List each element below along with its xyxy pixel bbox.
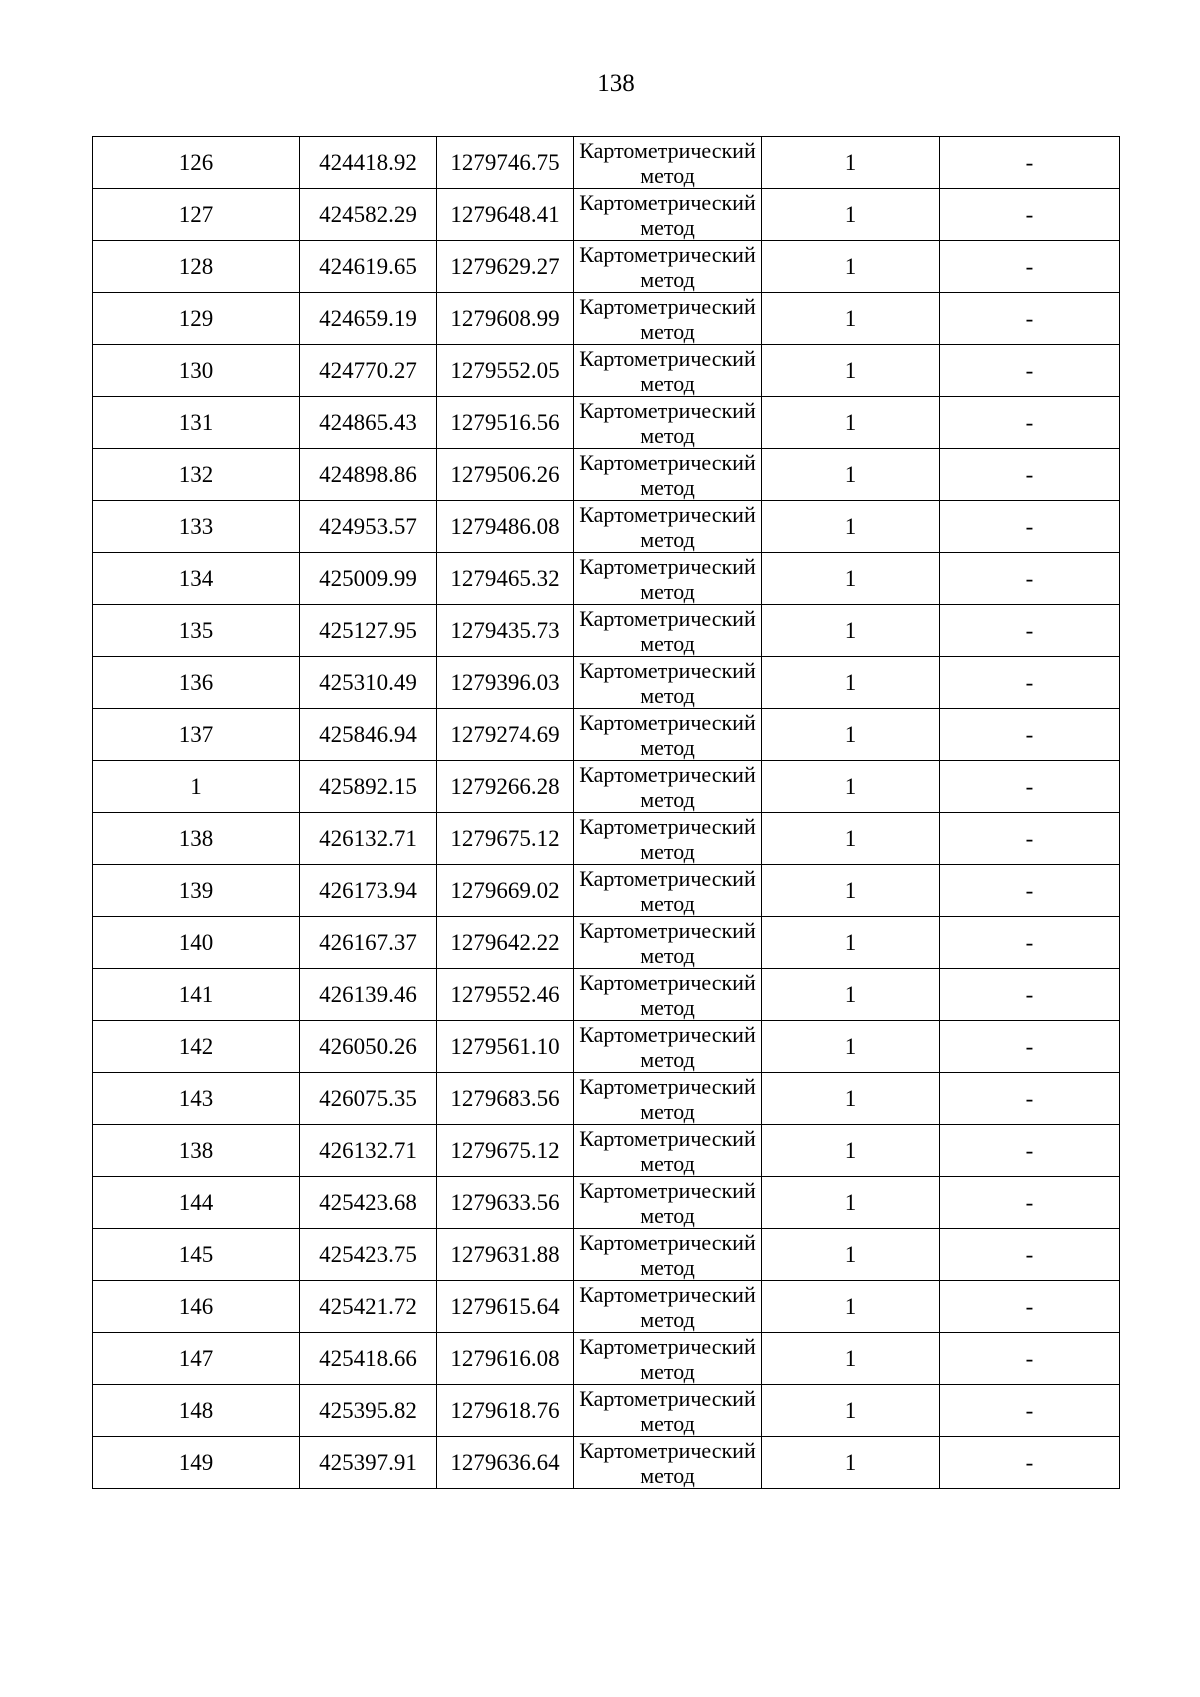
description-cell: - [940,1021,1120,1073]
method-text: Картометрический метод [579,1333,756,1384]
point-number-cell: 148 [93,1385,300,1437]
accuracy-cell: 1 [762,553,940,605]
table-row [93,1385,1120,1437]
point-number-cell: 140 [93,917,300,969]
method-text: Картометрический метод [579,1437,756,1488]
method-text: Картометрический метод [579,345,756,396]
table-row [93,865,1120,917]
description-cell: - [940,761,1120,813]
x-coordinate-cell: 424898.86 [300,449,437,501]
method-cell [574,397,762,449]
method-cell [574,969,762,1021]
x-coordinate-cell: 425418.66 [300,1333,437,1385]
method-text: Картометрический метод [579,917,756,968]
page-number: 138 [597,70,635,97]
accuracy-cell: 1 [762,761,940,813]
description-cell: - [940,449,1120,501]
y-coordinate-cell: 1279618.76 [437,1385,574,1437]
method-cell [574,865,762,917]
method-cell [574,449,762,501]
point-number-cell: 133 [93,501,300,553]
x-coordinate-cell: 424418.92 [300,137,437,189]
description-cell: - [940,345,1120,397]
accuracy-cell: 1 [762,969,940,1021]
x-coordinate-cell: 425423.68 [300,1177,437,1229]
point-number-cell: 126 [93,137,300,189]
y-coordinate-cell: 1279636.64 [437,1437,574,1489]
description-cell: - [940,865,1120,917]
point-number-cell: 149 [93,1437,300,1489]
x-coordinate-cell: 424770.27 [300,345,437,397]
x-coordinate-cell: 426132.71 [300,1125,437,1177]
method-cell [574,241,762,293]
method-text: Картометрический метод [579,1229,756,1280]
table-row [93,1073,1120,1125]
x-coordinate-cell: 426050.26 [300,1021,437,1073]
point-number-cell: 146 [93,1281,300,1333]
x-coordinate-cell: 426075.35 [300,1073,437,1125]
coordinates-table [92,136,1120,1489]
accuracy-cell: 1 [762,1437,940,1489]
point-number-cell: 136 [93,657,300,709]
method-text: Картометрический метод [579,1177,756,1228]
description-cell: - [940,605,1120,657]
x-coordinate-cell: 424619.65 [300,241,437,293]
point-number-cell: 1 [93,761,300,813]
table-row [93,1021,1120,1073]
description-cell: - [940,1281,1120,1333]
accuracy-cell: 1 [762,865,940,917]
method-cell [574,1125,762,1177]
description-cell: - [940,1125,1120,1177]
accuracy-cell: 1 [762,137,940,189]
table-row [93,1437,1120,1489]
accuracy-cell: 1 [762,657,940,709]
method-cell [574,345,762,397]
method-text: Картометрический метод [579,813,756,864]
y-coordinate-cell: 1279631.88 [437,1229,574,1281]
accuracy-cell: 1 [762,1073,940,1125]
x-coordinate-cell: 424865.43 [300,397,437,449]
method-text: Картометрический метод [579,1073,756,1124]
method-cell [574,1229,762,1281]
description-cell: - [940,137,1120,189]
method-text: Картометрический метод [579,293,756,344]
table-row [93,1125,1120,1177]
y-coordinate-cell: 1279633.56 [437,1177,574,1229]
x-coordinate-cell: 426132.71 [300,813,437,865]
table-row [93,501,1120,553]
method-cell [574,1021,762,1073]
table-row [93,345,1120,397]
description-cell: - [940,917,1120,969]
description-cell: - [940,1073,1120,1125]
description-cell: - [940,709,1120,761]
point-number-cell: 147 [93,1333,300,1385]
table-row [93,189,1120,241]
method-text: Картометрический метод [579,605,756,656]
accuracy-cell: 1 [762,501,940,553]
y-coordinate-cell: 1279642.22 [437,917,574,969]
description-cell: - [940,1437,1120,1489]
y-coordinate-cell: 1279516.56 [437,397,574,449]
method-text: Картометрический метод [579,501,756,552]
y-coordinate-cell: 1279675.12 [437,813,574,865]
description-cell: - [940,501,1120,553]
point-number-cell: 135 [93,605,300,657]
description-cell: - [940,397,1120,449]
description-cell: - [940,189,1120,241]
accuracy-cell: 1 [762,293,940,345]
x-coordinate-cell: 425310.49 [300,657,437,709]
method-text: Картометрический метод [579,657,756,708]
y-coordinate-cell: 1279746.75 [437,137,574,189]
point-number-cell: 141 [93,969,300,1021]
description-cell: - [940,293,1120,345]
accuracy-cell: 1 [762,709,940,761]
method-cell [574,761,762,813]
accuracy-cell: 1 [762,1281,940,1333]
y-coordinate-cell: 1279274.69 [437,709,574,761]
point-number-cell: 139 [93,865,300,917]
method-cell [574,709,762,761]
method-cell [574,137,762,189]
table-row [93,813,1120,865]
x-coordinate-cell: 426139.46 [300,969,437,1021]
x-coordinate-cell: 425127.95 [300,605,437,657]
point-number-cell: 142 [93,1021,300,1073]
point-number-cell: 131 [93,397,300,449]
x-coordinate-cell: 425009.99 [300,553,437,605]
point-number-cell: 145 [93,1229,300,1281]
method-text: Картометрический метод [579,397,756,448]
accuracy-cell: 1 [762,345,940,397]
y-coordinate-cell: 1279435.73 [437,605,574,657]
x-coordinate-cell: 425423.75 [300,1229,437,1281]
point-number-cell: 128 [93,241,300,293]
method-text: Картометрический метод [579,1125,756,1176]
x-coordinate-cell: 424582.29 [300,189,437,241]
method-text: Картометрический метод [579,553,756,604]
table-row [93,553,1120,605]
description-cell: - [940,969,1120,1021]
point-number-cell: 138 [93,1125,300,1177]
y-coordinate-cell: 1279648.41 [437,189,574,241]
method-cell [574,189,762,241]
description-cell: - [940,657,1120,709]
point-number-cell: 127 [93,189,300,241]
method-cell [574,1281,762,1333]
accuracy-cell: 1 [762,605,940,657]
x-coordinate-cell: 425395.82 [300,1385,437,1437]
y-coordinate-cell: 1279608.99 [437,293,574,345]
method-cell [574,501,762,553]
y-coordinate-cell: 1279552.05 [437,345,574,397]
table-row [93,761,1120,813]
accuracy-cell: 1 [762,1021,940,1073]
description-cell: - [940,1177,1120,1229]
table-row [93,1177,1120,1229]
table-row [93,969,1120,1021]
table-row [93,657,1120,709]
method-text: Картометрический метод [579,1021,756,1072]
y-coordinate-cell: 1279396.03 [437,657,574,709]
table-row [93,241,1120,293]
method-text: Картометрический метод [579,137,756,188]
accuracy-cell: 1 [762,449,940,501]
description-cell: - [940,1385,1120,1437]
accuracy-cell: 1 [762,241,940,293]
accuracy-cell: 1 [762,1125,940,1177]
method-text: Картометрический метод [579,189,756,240]
method-cell [574,1385,762,1437]
point-number-cell: 143 [93,1073,300,1125]
x-coordinate-cell: 425892.15 [300,761,437,813]
method-text: Картометрический метод [579,241,756,292]
method-cell [574,657,762,709]
method-cell [574,605,762,657]
x-coordinate-cell: 426167.37 [300,917,437,969]
y-coordinate-cell: 1279465.32 [437,553,574,605]
method-text: Картометрический метод [579,761,756,812]
method-text: Картометрический метод [579,449,756,500]
x-coordinate-cell: 426173.94 [300,865,437,917]
description-cell: - [940,553,1120,605]
method-text: Картометрический метод [579,709,756,760]
accuracy-cell: 1 [762,1333,940,1385]
y-coordinate-cell: 1279615.64 [437,1281,574,1333]
table-row [93,137,1120,189]
table-row [93,1333,1120,1385]
table-row [93,605,1120,657]
description-cell: - [940,813,1120,865]
y-coordinate-cell: 1279561.10 [437,1021,574,1073]
method-text: Картометрический метод [579,1281,756,1332]
x-coordinate-cell: 425846.94 [300,709,437,761]
point-number-cell: 129 [93,293,300,345]
y-coordinate-cell: 1279683.56 [437,1073,574,1125]
method-text: Картометрический метод [579,865,756,916]
method-text: Картометрический метод [579,969,756,1020]
description-cell: - [940,1333,1120,1385]
method-cell [574,1073,762,1125]
point-number-cell: 130 [93,345,300,397]
table-row [93,1229,1120,1281]
y-coordinate-cell: 1279616.08 [437,1333,574,1385]
point-number-cell: 144 [93,1177,300,1229]
y-coordinate-cell: 1279486.08 [437,501,574,553]
accuracy-cell: 1 [762,1177,940,1229]
method-cell [574,1333,762,1385]
description-cell: - [940,241,1120,293]
table-row [93,449,1120,501]
point-number-cell: 138 [93,813,300,865]
method-cell [574,1177,762,1229]
accuracy-cell: 1 [762,189,940,241]
table-row [93,293,1120,345]
method-cell [574,293,762,345]
x-coordinate-cell: 425421.72 [300,1281,437,1333]
point-number-cell: 134 [93,553,300,605]
accuracy-cell: 1 [762,397,940,449]
method-cell [574,917,762,969]
y-coordinate-cell: 1279266.28 [437,761,574,813]
x-coordinate-cell: 424659.19 [300,293,437,345]
x-coordinate-cell: 424953.57 [300,501,437,553]
x-coordinate-cell: 425397.91 [300,1437,437,1489]
method-cell [574,1437,762,1489]
description-cell: - [940,1229,1120,1281]
y-coordinate-cell: 1279506.26 [437,449,574,501]
y-coordinate-cell: 1279675.12 [437,1125,574,1177]
method-cell [574,553,762,605]
y-coordinate-cell: 1279552.46 [437,969,574,1021]
accuracy-cell: 1 [762,1229,940,1281]
point-number-cell: 132 [93,449,300,501]
method-cell [574,813,762,865]
table-row [93,709,1120,761]
point-number-cell: 137 [93,709,300,761]
table-row [93,397,1120,449]
accuracy-cell: 1 [762,1385,940,1437]
coordinates-table-body [93,137,1120,1489]
accuracy-cell: 1 [762,813,940,865]
accuracy-cell: 1 [762,917,940,969]
table-row [93,917,1120,969]
y-coordinate-cell: 1279629.27 [437,241,574,293]
method-text: Картометрический метод [579,1385,756,1436]
y-coordinate-cell: 1279669.02 [437,865,574,917]
table-row [93,1281,1120,1333]
